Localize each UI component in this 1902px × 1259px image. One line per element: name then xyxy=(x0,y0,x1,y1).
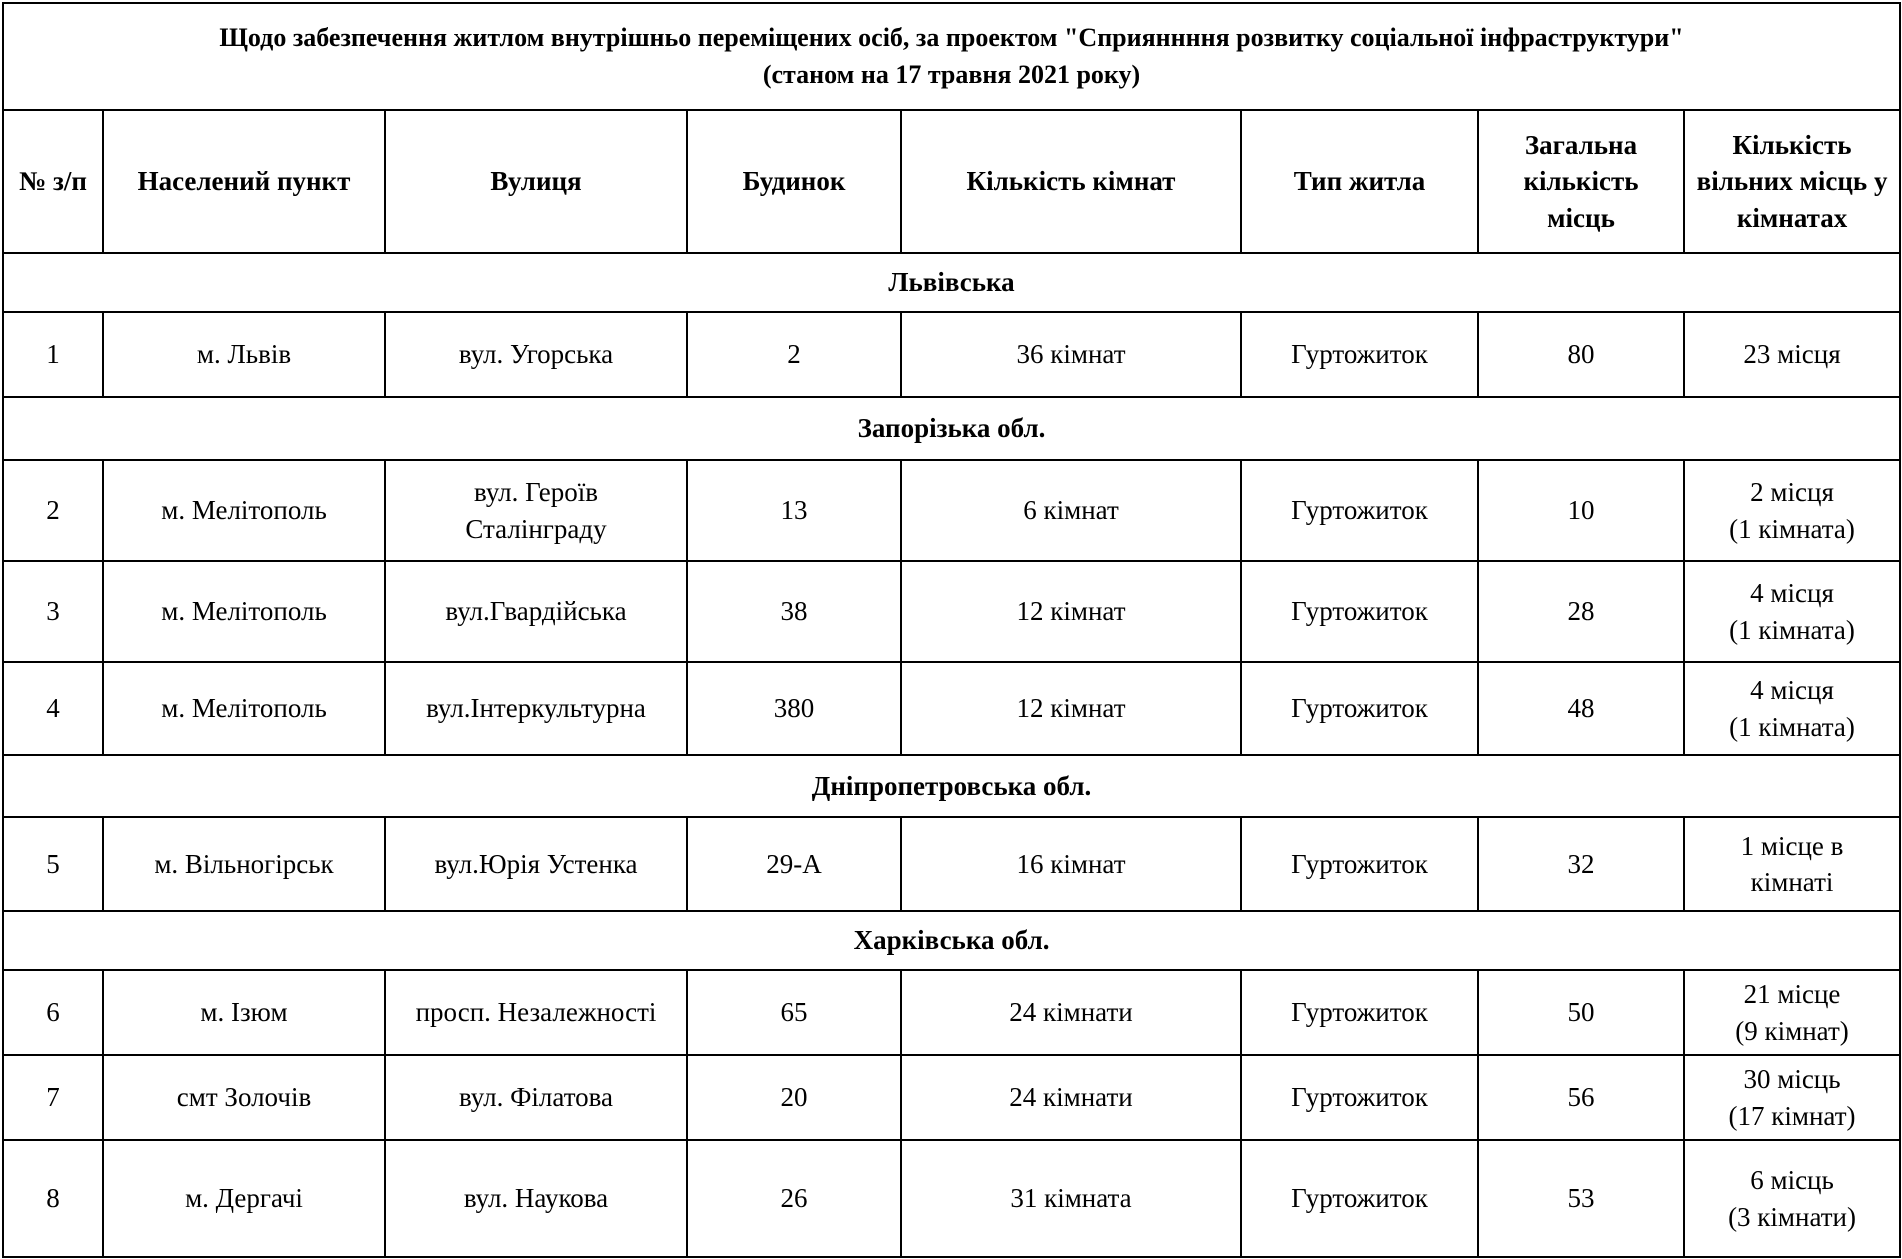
cell-free xyxy=(1684,1140,1900,1257)
cell-free-line: (17 кімнат) xyxy=(1728,1100,1856,1131)
document-title xyxy=(3,3,1900,110)
table-row xyxy=(3,1140,1900,1257)
cell-free-line: (1 кімната) xyxy=(1729,614,1855,645)
cell-num: 6 xyxy=(3,970,103,1055)
cell-city: м. Вільногірськ xyxy=(103,817,385,911)
cell-street-line: Сталінграду xyxy=(465,513,607,544)
cell-free xyxy=(1684,312,1900,397)
cell-free-line: (9 кімнат) xyxy=(1735,1015,1849,1046)
header-free xyxy=(1684,110,1900,253)
cell-free-line: 6 місць xyxy=(1750,1165,1834,1196)
header-street: Вулиця xyxy=(385,110,687,253)
cell-house: 20 xyxy=(687,1055,901,1140)
cell-rooms: 6 кімнат xyxy=(901,460,1241,561)
cell-street-line: вул.Юрія Устенка xyxy=(434,848,638,879)
title-row xyxy=(3,3,1900,110)
cell-free-line: 1 місце в xyxy=(1740,830,1844,861)
cell-free-line: 4 місця xyxy=(1750,578,1834,609)
cell-house: 65 xyxy=(687,970,901,1055)
cell-num: 7 xyxy=(3,1055,103,1140)
cell-street xyxy=(385,561,687,662)
cell-free-line: кімнаті xyxy=(1750,867,1834,897)
cell-free-line: (1 кімната) xyxy=(1729,711,1855,742)
cell-num: 2 xyxy=(3,460,103,561)
header-total-line: Загальна xyxy=(1524,129,1638,160)
cell-type: Гуртожиток xyxy=(1241,817,1478,911)
cell-rooms: 24 кімнати xyxy=(901,970,1241,1055)
cell-type: Гуртожиток xyxy=(1241,662,1478,755)
cell-free xyxy=(1684,662,1900,755)
housing-table xyxy=(2,2,1901,1258)
header-row xyxy=(3,110,1900,253)
cell-street-line: вул. Угорська xyxy=(458,339,614,370)
cell-free xyxy=(1684,460,1900,561)
table-row xyxy=(3,460,1900,561)
cell-street xyxy=(385,312,687,397)
region-label: Харківська обл. xyxy=(3,911,1900,970)
cell-free-line: 2 місця xyxy=(1750,477,1834,508)
table-row xyxy=(3,662,1900,755)
cell-house: 13 xyxy=(687,460,901,561)
cell-num: 4 xyxy=(3,662,103,755)
cell-city: м. Дергачі xyxy=(103,1140,385,1257)
cell-rooms: 12 кімнат xyxy=(901,662,1241,755)
region-row xyxy=(3,911,1900,970)
header-city: Населений пункт xyxy=(103,110,385,253)
header-free-line: кімнатах xyxy=(1736,202,1848,233)
cell-num: 5 xyxy=(3,817,103,911)
region-row xyxy=(3,253,1900,312)
cell-total: 10 xyxy=(1478,460,1684,561)
cell-city: м. Мелітополь xyxy=(103,460,385,561)
cell-type: Гуртожиток xyxy=(1241,1140,1478,1257)
cell-street-line: вул.Гвардійська xyxy=(445,596,627,627)
cell-type: Гуртожиток xyxy=(1241,1055,1478,1140)
cell-free-line: 30 місць xyxy=(1743,1064,1841,1095)
cell-total: 32 xyxy=(1478,817,1684,911)
cell-city: м. Львів xyxy=(103,312,385,397)
cell-street xyxy=(385,1055,687,1140)
cell-total: 53 xyxy=(1478,1140,1684,1257)
table-row xyxy=(3,312,1900,397)
header-free-line: Кількість xyxy=(1732,129,1852,160)
table-row xyxy=(3,561,1900,662)
cell-free xyxy=(1684,561,1900,662)
header-house: Будинок xyxy=(687,110,901,253)
cell-num: 1 xyxy=(3,312,103,397)
header-total xyxy=(1478,110,1684,253)
cell-street xyxy=(385,970,687,1055)
cell-total: 48 xyxy=(1478,662,1684,755)
region-row xyxy=(3,755,1900,817)
cell-street-line: просп. Незалежності xyxy=(415,997,657,1028)
cell-free-line: (3 кімнати) xyxy=(1728,1201,1856,1232)
region-label: Львівська xyxy=(3,253,1900,312)
header-rooms: Кількість кімнат xyxy=(901,110,1241,253)
cell-city: м. Ізюм xyxy=(103,970,385,1055)
cell-free-line: 4 місця xyxy=(1750,675,1834,706)
cell-house: 2 xyxy=(687,312,901,397)
cell-free-line: 23 місця xyxy=(1743,339,1841,370)
cell-num: 3 xyxy=(3,561,103,662)
region-label: Запорізька обл. xyxy=(3,397,1900,460)
cell-total: 80 xyxy=(1478,312,1684,397)
cell-free xyxy=(1684,817,1900,911)
cell-total: 28 xyxy=(1478,561,1684,662)
cell-street-line: вул. Наукова xyxy=(463,1183,609,1214)
title-line-1: Щодо забезпечення житлом внутрішньо переміщених осіб, за проектом "Сприяннння розвитку соціальної інфраструктури" xyxy=(219,23,1684,53)
cell-type: Гуртожиток xyxy=(1241,970,1478,1055)
header-type: Тип житла xyxy=(1241,110,1478,253)
cell-house: 26 xyxy=(687,1140,901,1257)
region-label: Дніпропетровська обл. xyxy=(3,755,1900,817)
cell-street xyxy=(385,662,687,755)
cell-type: Гуртожиток xyxy=(1241,460,1478,561)
cell-house: 29-А xyxy=(687,817,901,911)
cell-street xyxy=(385,460,687,561)
cell-rooms: 31 кімната xyxy=(901,1140,1241,1257)
region-row xyxy=(3,397,1900,460)
cell-city: м. Мелітополь xyxy=(103,561,385,662)
cell-city: м. Мелітополь xyxy=(103,662,385,755)
cell-rooms: 12 кімнат xyxy=(901,561,1241,662)
cell-house: 380 xyxy=(687,662,901,755)
cell-num: 8 xyxy=(3,1140,103,1257)
cell-street-line: вул.Інтеркультурна xyxy=(426,693,646,724)
table-row xyxy=(3,817,1900,911)
cell-total: 56 xyxy=(1478,1055,1684,1140)
cell-street-line: вул. Героїв xyxy=(474,477,598,508)
cell-type: Гуртожиток xyxy=(1241,561,1478,662)
header-total-line: кількість xyxy=(1523,166,1639,197)
cell-rooms: 36 кімнат xyxy=(901,312,1241,397)
cell-city: смт Золочів xyxy=(103,1055,385,1140)
table-row xyxy=(3,1055,1900,1140)
cell-street xyxy=(385,1140,687,1257)
cell-free xyxy=(1684,970,1900,1055)
header-num: № з/п xyxy=(3,110,103,253)
title-line-2: (станом на 17 травня 2021 року) xyxy=(762,59,1141,89)
cell-rooms: 16 кімнат xyxy=(901,817,1241,911)
cell-street-line: вул. Філатова xyxy=(458,1082,614,1113)
cell-total: 50 xyxy=(1478,970,1684,1055)
cell-free xyxy=(1684,1055,1900,1140)
cell-rooms: 24 кімнати xyxy=(901,1055,1241,1140)
cell-free-line: (1 кімната) xyxy=(1729,513,1855,544)
table-row xyxy=(3,970,1900,1055)
cell-free-line: 21 місце xyxy=(1743,979,1841,1010)
header-total-line: місць xyxy=(1547,202,1615,233)
header-free-line: вільних місць у xyxy=(1696,166,1888,197)
cell-street xyxy=(385,817,687,911)
cell-type: Гуртожиток xyxy=(1241,312,1478,397)
cell-house: 38 xyxy=(687,561,901,662)
